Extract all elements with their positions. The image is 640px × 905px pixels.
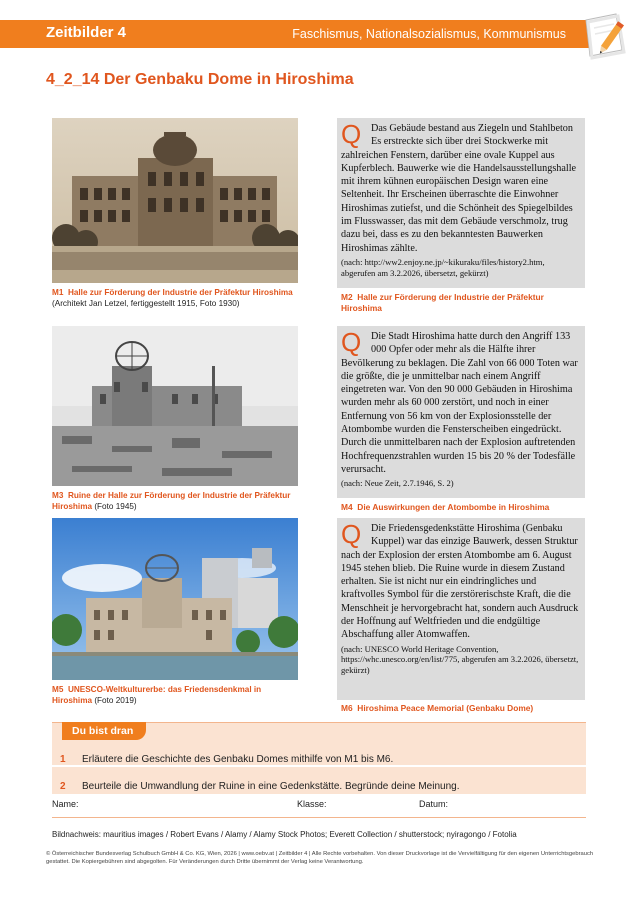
quote-m2	[341, 119, 581, 279]
image-credits: Bildnachweis: mauritius images / Robert Evans / Alamy / Alamy Stock Photos; Everett Collection / shutterstock; nyiragongo / Fotolia	[52, 830, 517, 839]
caption-m2	[341, 292, 585, 314]
task-tab	[62, 722, 146, 740]
caption-m3-title: Ruine der Halle zur Förderung der Industrie der Präfektur Hiroshima	[52, 491, 291, 512]
header-topic: Faschismus, Nationalsozialismus, Kommunismus	[292, 27, 566, 41]
caption-m1-title: Halle zur Förderung der Industrie der Präfektur Hiroshima	[67, 288, 293, 297]
quote-m2-text: Das Gebäude bestand aus Ziegeln und Stahlbeton Es erstreckte sich über drei Stockwerke mit zahlreichen Fenstern, darüber eine ovale Kuppel aus Kupferblech. Bauwerke wie die Handelsausstellungshalle mit ihrem kühnen europäischen Design waren eine Seltenheit. Ihr Erscheinen überraschte die Einwohner Hiroshimas zutiefst, und die Schönheit des Spiegelbildes im Flusswasser, das mit dem Gebäude verschmolz, trug dazu bei, dass es zu den bekanntesten Bauwerken Hiroshimas zählte.	[341, 123, 577, 254]
task-1-number: 1	[60, 754, 66, 765]
caption-m6-title: Hiroshima Peace Memorial (Genbaku Dome)	[357, 703, 534, 713]
photo-m1-industrial-hall-1930	[52, 118, 298, 283]
caption-m4	[341, 502, 585, 513]
caption-m1-detail: (Architekt Jan Letzel, fertiggestellt 1915, Foto 1930)	[52, 299, 240, 309]
caption-m2-title: Halle zur Förderung der Industrie der Präfektur Hiroshima	[341, 292, 544, 313]
caption-m5-title: UNESCO-Weltkulturerbe: das Friedensdenkmal in Hiroshima	[52, 685, 262, 706]
caption-m3	[52, 490, 300, 512]
date-field-label: Datum:	[419, 799, 449, 809]
photo-m5-peace-memorial-2019	[52, 518, 298, 680]
caption-m6	[341, 703, 585, 714]
quote-m6	[341, 519, 581, 676]
form-divider	[52, 817, 586, 818]
name-field-label: Name:	[52, 799, 79, 809]
caption-m3-label: M3	[52, 491, 64, 500]
quote-m4-text: Die Stadt Hiroshima hatte durch den Angriff 133 000 Opfer oder mehr als die Hälfte ihrer Bevölkerung zu beklagen. Die Zahl von 66 000 Toten war die größte, die je unmittelbar nach einem Angriff eingetreten war. Von den 90 000 Gebäuden in Hiroshima wurden mehr als 60 000 zerstört, und noch in einer Entfernung von 56 km von der Explosionsstelle der Atombombe wurden die Fensterscheiben eingedrückt. Durch die unmittelbaren nach der Explosion auftretenden Hochfrequenzstrahlen wurden 15 bis 20 % der Todesfälle verursacht.	[341, 331, 578, 475]
quote-mark-icon: Q	[341, 119, 362, 149]
pencil-note-icon	[580, 10, 628, 62]
caption-m2-label: M2	[341, 292, 353, 302]
task-2	[60, 776, 459, 794]
caption-m5	[52, 684, 300, 706]
page-title: 4_2_14 Der Genbaku Dome in Hiroshima	[46, 71, 354, 88]
class-field-label: Klasse:	[297, 799, 327, 809]
quote-m6-source: (nach: UNESCO World Heritage Convention, https://whc.unesco.org/en/list/775, abgerufen am 3.2.2026, übersetzt, gekürzt)	[341, 643, 579, 676]
caption-m1-label: M1	[52, 288, 64, 297]
caption-m4-title: Die Auswirkungen der Atombombe in Hiroshima	[357, 502, 550, 512]
quote-mark-icon: Q	[341, 519, 362, 549]
copyright-notice: © Österreichischer Bundesverlag Schulbuch GmbH & Co. KG, Wien, 2026 | www.oebv.at | Zeitbilder 4 | Alle Rechte vorbehalten. Von dieser Druckvorlage ist die Vervielfältigung für den eigenen Unterrichtsgebrauch gestattet. Die Kopiergebühren sind abgegolten. Für Veränderungen durch Dritte übernimmt der Verlag keine Verantwortung.	[46, 851, 594, 865]
caption-m4-label: M4	[341, 502, 353, 512]
caption-m3-detail: (Foto 1945)	[92, 502, 137, 512]
quote-m4-source: (nach: Neue Zeit, 2.7.1946, S. 2)	[341, 478, 454, 489]
caption-m1	[52, 287, 300, 309]
quote-mark-icon: Q	[341, 327, 362, 357]
task-1	[60, 749, 393, 767]
task-2-text: Beurteile die Umwandlung der Ruine in eine Gedenkstätte. Begründe deine Meinung.	[82, 781, 460, 792]
photo-m3-ruin-1945	[52, 326, 298, 486]
quote-m6-text: Die Friedensgedenkstätte Hiroshima (Genbaku Kuppel) war das einzige Bauwerk, dessen Struktur nach der Explosion der ersten Atombombe am 6. August 1945 stehen blieb. Die Ruine wurde in diesem Zustand erhalten. Sie ist nicht nur ein eindringliches und kraftvolles Symbol für die zerstörerischste Kraft, die die Menschheit je hervorgebracht hat, sondern auch Ausdruck der Hoffnung auf Weltfrieden und die endgültige Abschaffung aller Atomwaffen.	[341, 523, 579, 641]
task-tab-label: Du bist dran	[72, 725, 134, 737]
quote-m2-source: (nach: http://ww2.enjoy.ne.jp/~kikuraku/files/history2.htm, abgerufen am 3.2.2026, übersetzt, gekürzt)	[341, 256, 545, 278]
series-title: Zeitbilder 4	[46, 24, 127, 41]
caption-m5-label: M5	[52, 685, 64, 694]
task-1-text: Erläutere die Geschichte des Genbaku Domes mithilfe von M1 bis M6.	[82, 754, 394, 765]
task-2-number: 2	[60, 781, 66, 792]
caption-m5-detail: (Foto 2019)	[92, 696, 137, 706]
quote-m4	[341, 327, 581, 489]
caption-m6-label: M6	[341, 703, 353, 713]
